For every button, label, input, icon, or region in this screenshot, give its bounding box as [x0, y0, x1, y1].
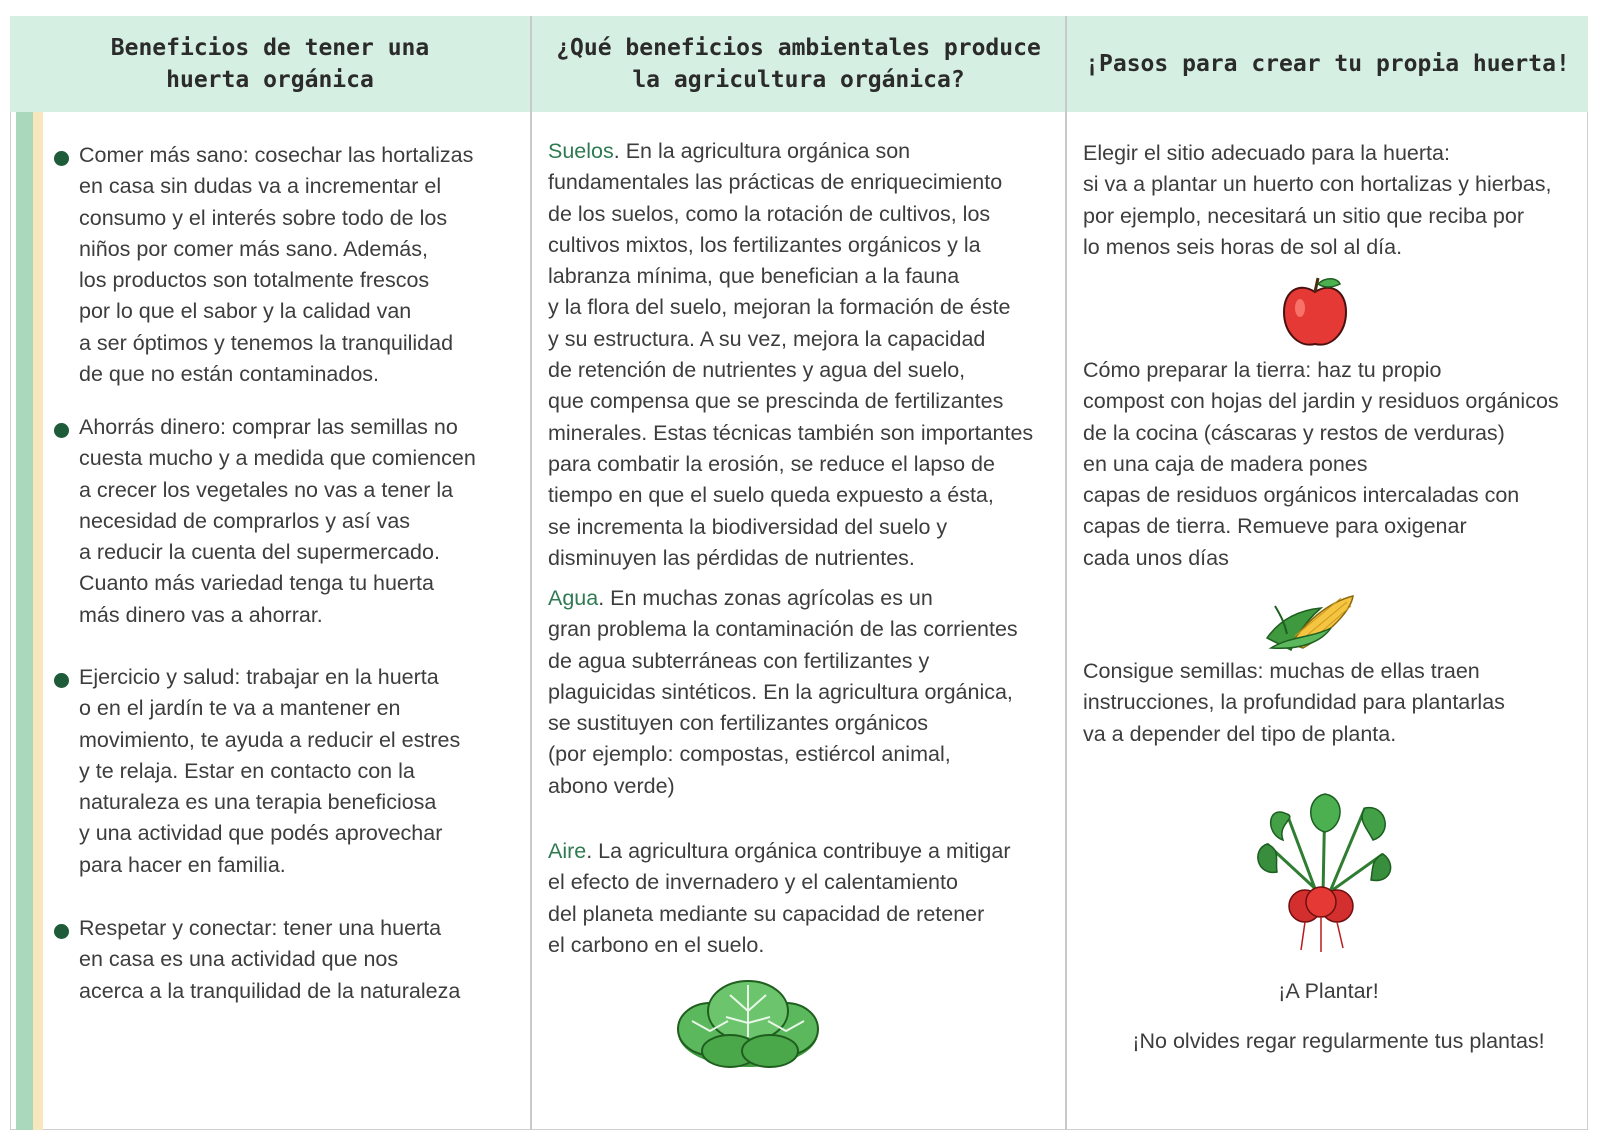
- apple-icon: [1280, 274, 1350, 350]
- bullet-marker: [54, 151, 69, 166]
- section-air-text: . La agricultura orgánica contribuye a mitigar el efecto de invernadero y el calentamiento del planeta mediante su capacidad de retener el carbono en el suelo.: [548, 839, 1011, 957]
- reminder-text: ¡No olvides regar regularmente tus plantas!: [1132, 1029, 1545, 1053]
- benefit-item: Ahorrás dinero: comprar las semillas no cuesta mucho y a medida que comiencen a crecer los vegetales no vas a tener la necesidad de comprarlos y así vas a reducir la cuenta del supermercado. Cuanto más variedad tenga tu huerta más dinero vas a ahorrar.: [79, 415, 476, 627]
- column-header-steps: [1067, 16, 1588, 112]
- step-item: Cómo preparar la tierra: haz tu propio compost con hojas del jardin y residuos orgánicos de la cocina (cáscaras y restos de verduras) en una caja de madera pones capas de residuos orgánicos intercaladas con capas de tierra. Remueve para oxigenar cada unos días: [1083, 358, 1559, 570]
- section-soil: [548, 136, 1058, 574]
- section-air: [548, 836, 1058, 961]
- step-item: Elegir el sitio adecuado para la huerta: si va a plantar un huerto con hortalizas y hierbas, por ejemplo, necesitará un sitio que reciba por lo menos seis horas de sol al día.: [1083, 141, 1552, 259]
- radish-icon: [1247, 784, 1397, 954]
- keyword-air: Aire: [548, 839, 587, 863]
- side-stripe-green: [16, 112, 33, 1130]
- column-steps: [1065, 16, 1588, 1130]
- section-soil-text: . En la agricultura orgánica son fundamentales las prácticas de enriquecimiento de los suelos, como la rotación de cultivos, los cultivos mixtos, los fertilizantes orgánicos y la labranza mínima, que benefician a la fauna y la flora del suelo, mejoran la formación de éste y su estructura. A su vez, mejora la capacidad de retención de nutrientes y agua del suelo, que compensa que se prescinda de fertilizantes minerales. Estas técnicas también son importantes para combatir la erosión, se reduce el lapso de tiempo en que el suelo queda expuesto a ésta, se incrementa la biodiversidad del suelo y disminuyen las pérdidas de nutrientes.: [548, 139, 1034, 570]
- column-header-benefits: [10, 16, 530, 112]
- bullet-marker: [54, 423, 69, 438]
- header-title: ¡Pasos para crear tu propia huerta!: [1085, 51, 1570, 77]
- keyword-water: Agua: [548, 586, 599, 610]
- lettuce-icon: [670, 971, 826, 1071]
- step-item: Consigue semillas: muchas de ellas traen instrucciones, la profundidad para plantarlas va a depender del tipo de planta.: [1083, 659, 1505, 746]
- column-environment: [530, 16, 1065, 1130]
- bullet-marker: [54, 673, 69, 688]
- section-water: [548, 583, 1058, 802]
- section-water-text: . En muchas zonas agrícolas es un gran problema la contaminación de las corrientes de agua subterráneas con fertilizantes y plaguicidas sintéticos. En la agricultura orgánica, se sustituyen con fertilizantes orgánicos (por ejemplo: compostas, estiércol animal, abono verde): [548, 586, 1018, 798]
- benefit-item: Ejercicio y salud: trabajar en la huerta o en el jardín te va a mantener en movimiento, te ayuda a reducir el estres y te relaja. Estar en contacto con la naturaleza es una terapia beneficiosa y una actividad que podés aprovechar para hacer en familia.: [79, 665, 461, 877]
- side-stripe-cream: [33, 112, 43, 1130]
- header-title: Beneficios de tener una huerta orgánica: [110, 35, 430, 93]
- keyword-soil: Suelos: [548, 139, 614, 163]
- header-title: ¿Qué beneficios ambientales produce la agricultura orgánica?: [556, 35, 1041, 93]
- bullet-marker: [54, 924, 69, 939]
- column-header-environment: [532, 16, 1065, 112]
- benefit-item: Comer más sano: cosechar las hortalizas en casa sin dudas va a incrementar el consumo y el interés sobre todo de los niños por comer más sano. Además, los productos son totalmente frescos por lo que el sabor y la calidad van a ser óptimos y tenemos la tranquilidad de que no están contaminados.: [79, 143, 474, 387]
- column-benefits: [10, 16, 530, 1130]
- corn-icon: [1261, 588, 1361, 654]
- closing-text: ¡A Plantar!: [1278, 979, 1379, 1003]
- benefit-item: Respetar y conectar: tener una huerta en casa es una actividad que nos acerca a la tranquilidad de la naturaleza: [79, 916, 461, 1003]
